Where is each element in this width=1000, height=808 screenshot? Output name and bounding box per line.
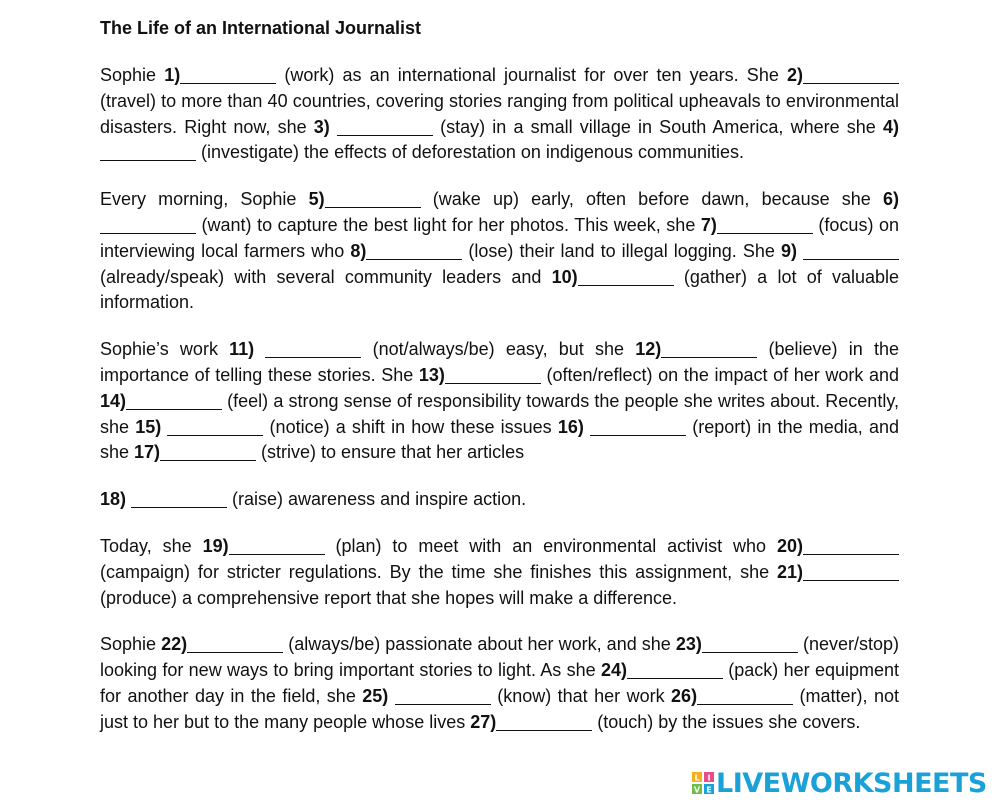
- logo-mark-letter: L: [694, 773, 700, 783]
- passage-text: Sophie: [100, 634, 162, 655]
- question-number: 12): [635, 339, 662, 360]
- answer-blank[interactable]: [100, 215, 196, 234]
- passage-text: (often/reflect) on the impact of her work and: [540, 364, 899, 385]
- paragraph-6: [100, 632, 899, 735]
- question-number: 17): [134, 442, 161, 463]
- answer-blank[interactable]: [590, 417, 686, 436]
- answer-blank[interactable]: [803, 241, 899, 260]
- question-number: 15): [135, 416, 162, 437]
- question-number: 4): [882, 116, 899, 137]
- question-number: 27): [470, 711, 497, 732]
- question-number: 21): [776, 561, 803, 582]
- answer-blank[interactable]: [803, 562, 899, 581]
- logo-mark-letter: V: [693, 785, 701, 794]
- passage-text: (travel) to more than 40 countries, covering stories ranging from political upheavals to environmental disasters. Right now, she: [100, 90, 899, 137]
- question-number: 14): [100, 390, 127, 411]
- question-number: 19): [202, 535, 229, 556]
- passage-text: (wake up) early, often before dawn, because she: [420, 189, 883, 210]
- passage-text: Today, she: [100, 535, 203, 556]
- question-number: 3): [313, 116, 330, 137]
- page-title: The Life of an International Journalist: [100, 18, 422, 38]
- passage-text: (feel) a strong sense of responsibility towards the people she writes about. Recently, she: [100, 390, 899, 437]
- question-number: 2): [786, 65, 803, 85]
- passage-text: (already/speak) with several community leaders and: [100, 266, 552, 287]
- liveworksheets-logo-icon: [692, 772, 714, 794]
- passage-text: (investigate) the effects of deforestation on indigenous communities.: [196, 142, 744, 163]
- logo-text: LIVEWORKSHEETS: [716, 767, 987, 799]
- passage-text: (report) in the media, and she: [100, 416, 899, 463]
- answer-blank[interactable]: [366, 241, 462, 260]
- answer-blank[interactable]: [100, 142, 196, 161]
- passage-text: (strive) to ensure that her articles: [256, 442, 525, 463]
- answer-blank[interactable]: [180, 65, 276, 84]
- logo-mark-letter: I: [707, 773, 711, 783]
- passage-text: (matter), not just to her but to the many people whose lives: [100, 685, 899, 732]
- passage-text: (lose) their land to illegal logging. She: [462, 240, 781, 261]
- answer-blank[interactable]: [126, 391, 222, 410]
- question-number: 26): [671, 685, 698, 706]
- answer-blank[interactable]: [229, 536, 325, 555]
- question-number: 1): [164, 65, 181, 85]
- worksheet: [100, 14, 899, 736]
- question-number: 11): [229, 339, 255, 360]
- passage-text: (focus) on interviewing local farmers who: [100, 214, 899, 261]
- question-number: 10): [551, 266, 578, 287]
- question-number: 9): [780, 240, 797, 261]
- passage-text: (know) that her work: [490, 685, 672, 706]
- liveworksheets-logo: [692, 768, 987, 798]
- answer-blank[interactable]: [717, 215, 813, 234]
- passage-text: [330, 117, 337, 137]
- question-number: 25): [362, 685, 389, 706]
- question-number: 5): [308, 189, 325, 210]
- answer-blank[interactable]: [160, 442, 256, 461]
- question-number: 8): [350, 240, 367, 261]
- passage-text: (never/stop) looking for new ways to bring important stories to light. As she: [100, 634, 899, 681]
- question-number: 18): [100, 489, 127, 510]
- answer-blank[interactable]: [167, 417, 263, 436]
- answer-blank[interactable]: [395, 686, 491, 705]
- answer-blank[interactable]: [187, 634, 283, 653]
- paragraph-3: [100, 337, 899, 466]
- answer-blank[interactable]: [803, 536, 899, 555]
- paragraph-4: [100, 487, 899, 513]
- answer-blank[interactable]: [325, 189, 421, 208]
- passage-text: [254, 339, 265, 359]
- passage-text: (plan) to meet with an environmental activist who: [324, 535, 777, 556]
- question-number: 23): [675, 634, 702, 655]
- answer-blank[interactable]: [661, 339, 757, 358]
- answer-blank[interactable]: [627, 660, 723, 679]
- answer-blank[interactable]: [578, 267, 674, 286]
- answer-blank[interactable]: [337, 117, 433, 136]
- question-number: 7): [700, 214, 717, 235]
- question-number: 16): [557, 416, 584, 437]
- paragraph-5: [100, 534, 899, 611]
- passage-text: (gather) a lot of valuable information.: [100, 266, 900, 313]
- answer-blank[interactable]: [445, 365, 541, 384]
- passage-text: (produce) a comprehensive report that she hopes will make a difference.: [100, 587, 677, 608]
- passage-text: (touch) by the issues she covers.: [592, 711, 861, 732]
- passage-text: (campaign) for stricter regulations. By the time she finishes this assignment, she: [100, 561, 777, 582]
- answer-blank[interactable]: [131, 489, 227, 508]
- answer-blank[interactable]: [265, 339, 361, 358]
- passage-text: (always/be) passionate about her work, and she: [283, 634, 676, 655]
- passage-text: Every morning, Sophie: [100, 189, 309, 210]
- passage-text: (work) as an international journalist for over ten years. She: [276, 65, 787, 85]
- answer-blank[interactable]: [697, 686, 793, 705]
- question-number: 24): [600, 660, 627, 681]
- passage-text: (raise) awareness and inspire action.: [227, 489, 527, 510]
- question-number: 13): [418, 364, 445, 385]
- answer-blank[interactable]: [496, 712, 592, 731]
- passage-text: (stay) in a small village in South America, where she: [432, 116, 883, 137]
- question-number: 6): [882, 189, 899, 210]
- logo-mark-letter: E: [706, 785, 712, 794]
- passage-text: (notice) a shift in how these issues: [263, 416, 558, 437]
- paragraph-1: [100, 63, 899, 166]
- passage-text: Sophie’s work: [100, 339, 230, 360]
- passage-text: (believe) in the importance of telling these stories. She: [100, 339, 899, 385]
- passage-text: (not/always/be) easy, but she: [361, 339, 636, 360]
- passage-text: (pack) her equipment for another day in the field, she: [100, 660, 899, 706]
- passage-text: (want) to capture the best light for her photos. This week, she: [196, 214, 701, 235]
- question-number: 20): [776, 535, 803, 556]
- passage-text: Sophie: [100, 65, 165, 85]
- answer-blank[interactable]: [803, 65, 899, 84]
- paragraph-2: [100, 187, 899, 316]
- answer-blank[interactable]: [702, 634, 798, 653]
- question-number: 22): [161, 634, 188, 655]
